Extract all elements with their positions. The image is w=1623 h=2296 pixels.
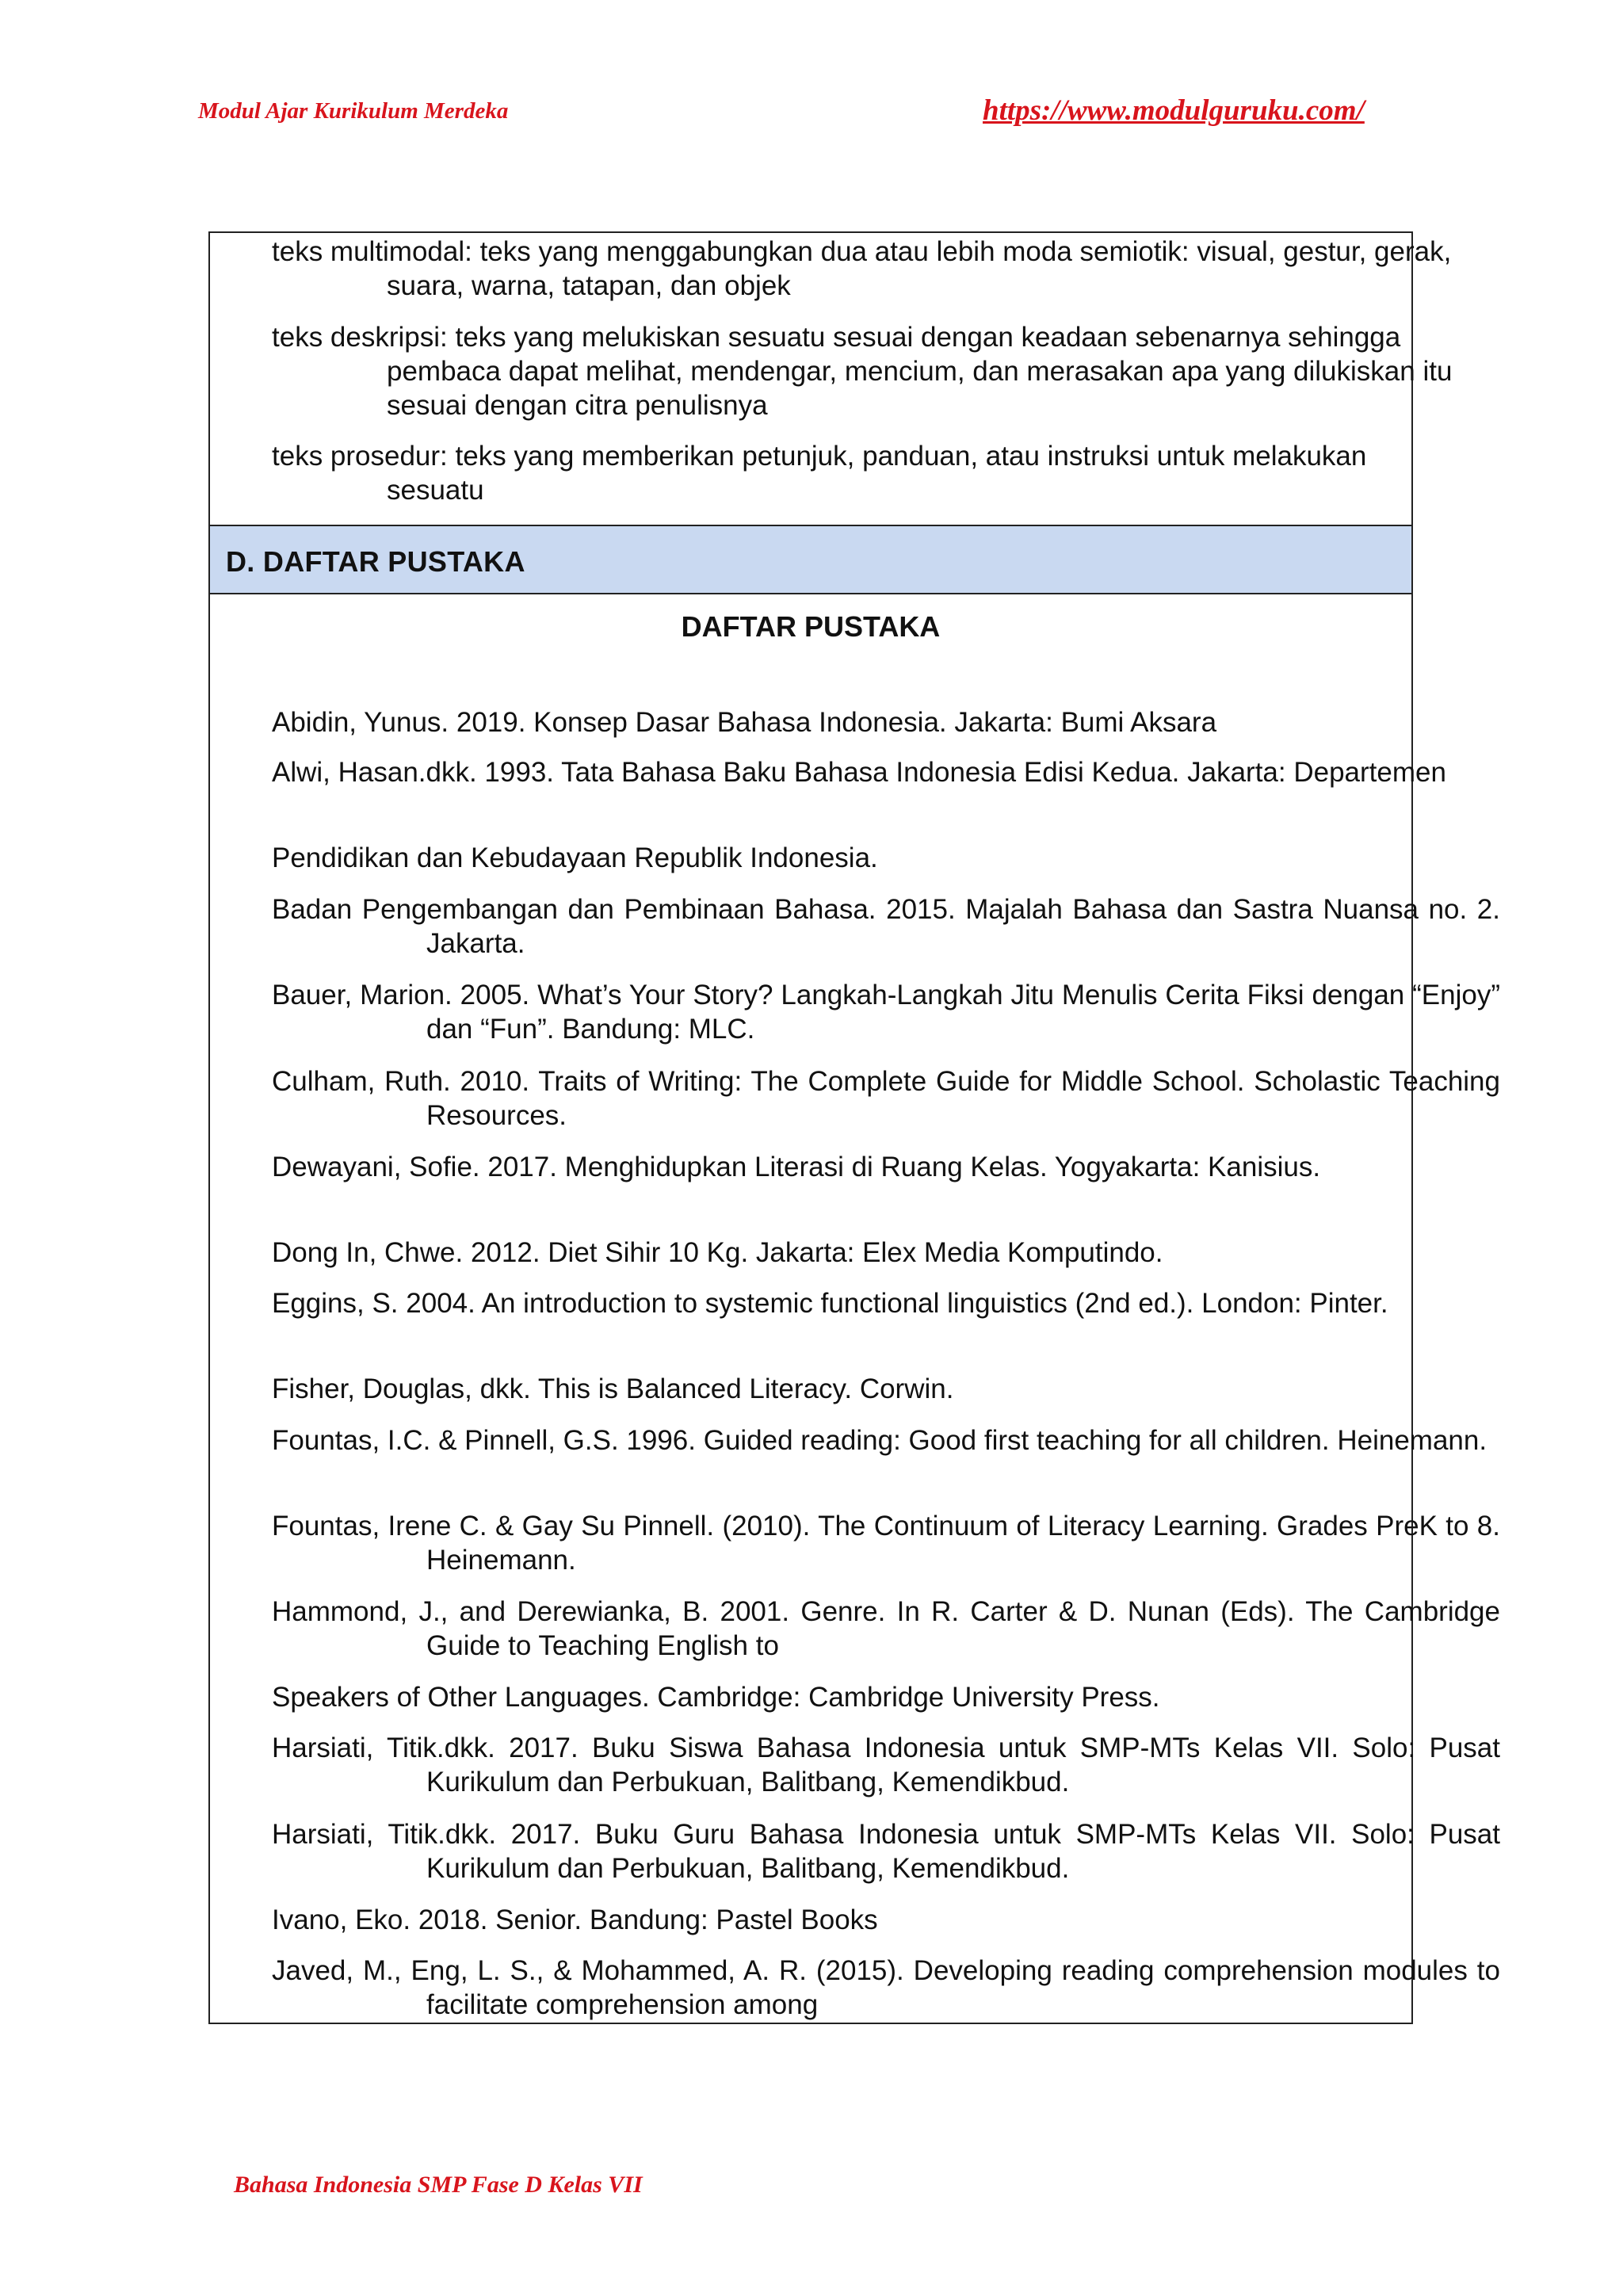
reference-item: Dong In, Chwe. 2012. Diet Sihir 10 Kg. Jakarta: Elex Media Komputindo. <box>272 1237 1163 1268</box>
reference-item: Bauer, Marion. 2005. What’s Your Story? Langkah-Langkah Jitu Menulis Cerita Fiksi dengan “Enjoy” dan “Fun”. Bandung: MLC. <box>272 980 1500 1045</box>
references-title: DAFTAR PUSTAKA <box>681 610 941 643</box>
reference-item: Eggins, S. 2004. An introduction to systemic functional linguistics (2nd ed.). London: Pinter. <box>272 1288 1388 1319</box>
reference-item: Badan Pengembangan dan Pembinaan Bahasa. 2015. Majalah Bahasa dan Sastra Nuansa no. 2. Jakarta. <box>272 894 1500 959</box>
reference-item: Fountas, I.C. & Pinnell, G.S. 1996. Guided reading: Good first teaching for all children. Heinemann. <box>272 1425 1487 1456</box>
reference-item: Harsiati, Titik.dkk. 2017. Buku Guru Bahasa Indonesia untuk SMP-MTs Kelas VII. Solo: Pusat Kurikulum dan Perbukuan, Balitbang, Kemendikbud. <box>272 1819 1500 1884</box>
header-left-title: Modul Ajar Kurikulum Merdeka <box>198 98 509 124</box>
glossary-cell <box>210 233 1453 526</box>
reference-item: Javed, M., Eng, L. S., & Mohammed, A. R. (2015). Developing reading comprehension modules to facilitate comprehension among <box>272 1955 1500 2020</box>
reference-item: Harsiati, Titik.dkk. 2017. Buku Siswa Bahasa Indonesia untuk SMP-MTs Kelas VII. Solo: Pusat Kurikulum dan Perbukuan, Balitbang, Kemendikbud. <box>272 1733 1500 1797</box>
footer-title: Bahasa Indonesia SMP Fase D Kelas VII <box>234 2172 643 2198</box>
reference-item: Abidin, Yunus. 2019. Konsep Dasar Bahasa Indonesia. Jakarta: Bumi Aksara <box>272 707 1217 738</box>
content-table <box>208 231 1500 2024</box>
reference-item: Hammond, J., and Derewianka, B. 2001. Genre. In R. Carter & D. Nunan (Eds). The Cambridge Guide to Teaching English to <box>272 1596 1500 1661</box>
reference-item: Pendidikan dan Kebudayaan Republik Indonesia. <box>272 842 878 873</box>
glossary-item: teks multimodal: teks yang menggabungkan dua atau lebih moda semiotik: visual, gestur, gerak, suara, warna, tatapan, dan objek <box>272 236 1452 301</box>
reference-item: Ivano, Eko. 2018. Senior. Bandung: Pastel Books <box>272 1904 878 1935</box>
reference-item: Alwi, Hasan.dkk. 1993. Tata Bahasa Baku Bahasa Indonesia Edisi Kedua. Jakarta: Departemen <box>272 757 1446 788</box>
section-heading-row <box>210 526 1411 594</box>
references-cell <box>210 594 1500 2024</box>
glossary-item: teks deskripsi: teks yang melukiskan sesuatu sesuai dengan keadaan sebenarnya sehingga pembaca dapat melihat, mendengar, mencium, dan merasakan apa yang dilukiskan itu sesuai dengan citra penulisnya <box>272 322 1453 421</box>
header-website-link[interactable]: https://www.modulguruku.com/ <box>983 94 1365 127</box>
reference-item: Dewayani, Sofie. 2017. Menghidupkan Literasi di Ruang Kelas. Yogyakarta: Kanisius. <box>272 1152 1321 1182</box>
reference-item: Fisher, Douglas, dkk. This is Balanced Literacy. Corwin. <box>272 1373 954 1404</box>
reference-item: Fountas, Irene C. & Gay Su Pinnell. (2010). The Continuum of Literacy Learning. Grades PreK to 8. Heinemann. <box>272 1511 1500 1576</box>
reference-item: Culham, Ruth. 2010. Traits of Writing: The Complete Guide for Middle School. Scholastic Teaching Resources. <box>272 1066 1500 1131</box>
reference-item: Speakers of Other Languages. Cambridge: Cambridge University Press. <box>272 1682 1160 1713</box>
section-heading: D. DAFTAR PUSTAKA <box>226 545 525 578</box>
glossary-item: teks prosedur: teks yang memberikan petunjuk, panduan, atau instruksi untuk melakukan sesuatu <box>272 441 1367 506</box>
